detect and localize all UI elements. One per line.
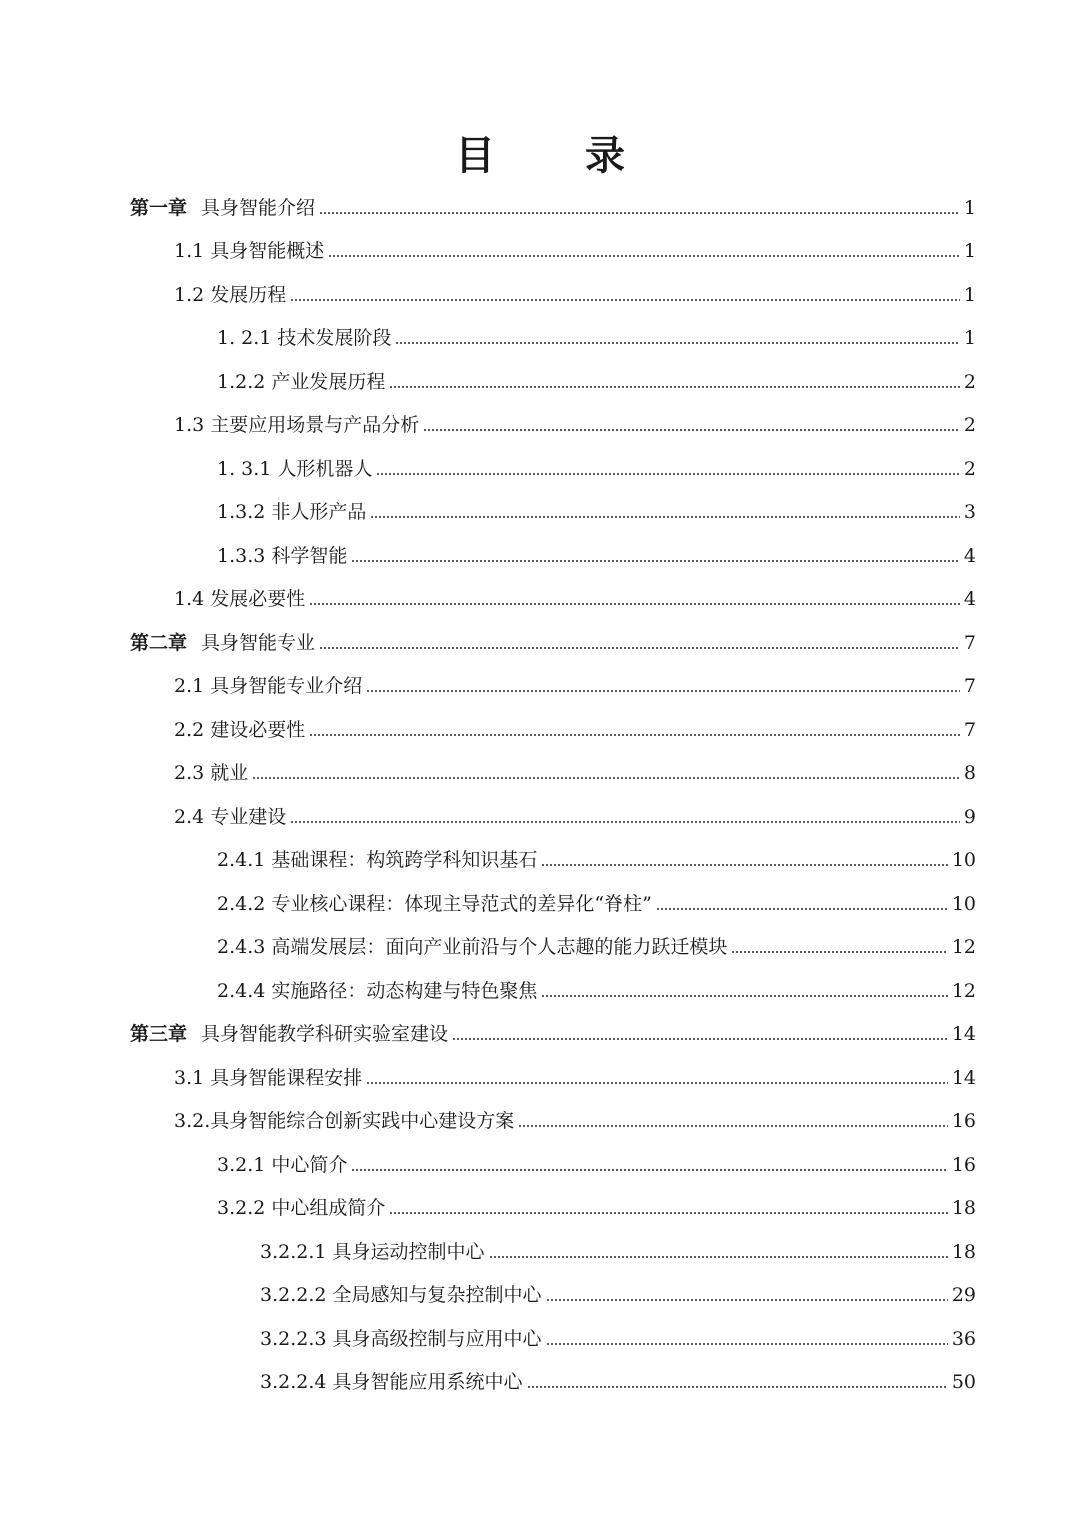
toc-entry-text: 具身智能专业	[201, 631, 316, 654]
toc-entry-text: 1.3.3 科学智能	[217, 544, 348, 567]
toc-entry-text: 具身智能介绍	[201, 196, 316, 219]
toc-dot-leader	[309, 734, 960, 736]
toc-entry-label	[130, 632, 315, 654]
toc-dot-leader	[518, 1125, 948, 1127]
toc-entry[interactable]	[0, 273, 1080, 317]
toc-entry[interactable]	[0, 708, 1080, 752]
toc-entry[interactable]	[0, 1187, 1080, 1231]
toc-list	[0, 186, 1080, 1404]
toc-entry[interactable]	[0, 665, 1080, 709]
toc-entry-label	[217, 893, 652, 915]
toc-entry-text: 2.3 就业	[174, 762, 249, 785]
toc-entry-text: 3.2.2.4 具身智能应用系统中心	[260, 1371, 523, 1394]
toc-entry-label	[217, 545, 347, 567]
toc-entry-text: 3.2.2.1 具身运动控制中心	[260, 1240, 485, 1263]
toc-entry-label	[260, 1328, 542, 1350]
toc-entry[interactable]	[0, 1100, 1080, 1144]
toc-entry-text: 1.3.2 非人形产品	[217, 501, 367, 524]
toc-dot-leader	[731, 951, 947, 953]
toc-entry-text: 1.1 具身智能概述	[174, 240, 325, 263]
toc-entry-label	[217, 371, 385, 393]
toc-entry-label	[174, 675, 362, 697]
toc-entry-label	[217, 1197, 385, 1219]
toc-entry-label	[217, 501, 366, 523]
toc-entry[interactable]	[0, 447, 1080, 491]
toc-entry-label	[174, 806, 286, 828]
toc-entry[interactable]	[0, 317, 1080, 361]
toc-entry[interactable]	[0, 839, 1080, 883]
toc-dot-leader	[389, 386, 960, 388]
toc-entry-text: 具身智能教学科研实验室建设	[201, 1023, 449, 1046]
toc-entry-text: 1.2 发展历程	[174, 283, 287, 306]
toc-dot-leader	[489, 1256, 948, 1258]
toc-entry-text: 1. 3.1 人形机器人	[217, 457, 373, 480]
toc-page-number: 8	[963, 762, 976, 785]
toc-entry[interactable]	[0, 1143, 1080, 1187]
toc-entry-text: 2.4 专业建设	[174, 805, 287, 828]
toc-dot-leader	[319, 212, 960, 214]
toc-entry-label	[130, 1023, 448, 1045]
toc-entry-text: 2.4.2 专业核心课程：体现主导范式的差异化“脊柱”	[217, 892, 652, 915]
toc-entry-text: 1.2.2 产业发展历程	[217, 370, 386, 393]
toc-entry[interactable]	[0, 752, 1080, 796]
toc-page-number: 3	[963, 501, 976, 524]
toc-dot-leader	[252, 777, 960, 779]
toc-dot-leader	[351, 560, 960, 562]
toc-entry-label	[217, 980, 537, 1002]
toc-entry[interactable]	[0, 1230, 1080, 1274]
toc-page-number: 7	[963, 718, 976, 741]
toc-entry[interactable]	[0, 882, 1080, 926]
toc-entry[interactable]	[0, 795, 1080, 839]
toc-entry-label	[174, 284, 286, 306]
toc-entry[interactable]	[0, 1274, 1080, 1318]
toc-entry-label	[174, 1067, 362, 1089]
toc-page-number: 10	[951, 892, 976, 915]
toc-dot-leader	[319, 647, 960, 649]
toc-page-number: 7	[963, 675, 976, 698]
toc-page-number: 36	[951, 1327, 976, 1350]
toc-page-number: 18	[951, 1197, 976, 1220]
toc-entry-label	[260, 1284, 542, 1306]
toc-page-number: 10	[951, 849, 976, 872]
toc-entry-text: 2.2 建设必要性	[174, 718, 306, 741]
toc-chapter-number: 第二章	[130, 631, 188, 654]
toc-entry[interactable]	[0, 360, 1080, 404]
toc-entry-label	[174, 414, 419, 436]
toc-entry-label	[260, 1241, 485, 1263]
toc-page-number: 50	[951, 1371, 976, 1394]
toc-entry-text: 3.2.具身智能综合创新实践中心建设方案	[174, 1110, 515, 1133]
toc-dot-leader	[366, 1082, 948, 1084]
toc-entry-text: 3.2.2.2 全局感知与复杂控制中心	[260, 1284, 542, 1307]
toc-page-number: 12	[951, 936, 976, 959]
toc-page-number: 16	[951, 1110, 976, 1133]
toc-page-number: 2	[963, 370, 976, 393]
toc-entry-text: 3.1 具身智能课程安排	[174, 1066, 363, 1089]
toc-entry-text: 2.4.1 基础课程：构筑跨学科知识基石	[217, 849, 538, 872]
toc-page-number: 14	[951, 1066, 976, 1089]
toc-page-number: 7	[963, 631, 976, 654]
toc-dot-leader	[290, 821, 960, 823]
toc-page-number: 29	[951, 1284, 976, 1307]
toc-dot-leader	[541, 864, 947, 866]
toc-entry[interactable]	[0, 1056, 1080, 1100]
toc-entry-text: 3.2.2 中心组成简介	[217, 1197, 386, 1220]
toc-entry-label	[174, 719, 305, 741]
toc-entry[interactable]	[0, 491, 1080, 535]
toc-dot-leader	[527, 1386, 948, 1388]
toc-page-number: 14	[951, 1023, 976, 1046]
toc-page-number: 1	[963, 196, 976, 219]
toc-entry-text: 1.3 主要应用场景与产品分析	[174, 414, 420, 437]
toc-chapter-entry[interactable]	[0, 186, 1080, 230]
toc-dot-leader	[376, 473, 959, 475]
toc-entry-label	[174, 240, 324, 262]
toc-entry[interactable]	[0, 969, 1080, 1013]
toc-page-number: 1	[963, 327, 976, 350]
toc-entry-label	[217, 1154, 347, 1176]
toc-dot-leader	[423, 429, 960, 431]
toc-chapter-number: 第三章	[130, 1023, 188, 1046]
toc-dot-leader	[351, 1169, 947, 1171]
toc-dot-leader	[309, 603, 960, 605]
toc-entry-label	[217, 936, 727, 958]
toc-chapter-entry[interactable]	[0, 1013, 1080, 1057]
toc-entry[interactable]	[0, 926, 1080, 970]
toc-page-number: 9	[963, 805, 976, 828]
toc-entry[interactable]	[0, 1361, 1080, 1405]
toc-entry-text: 2.4.4 实施路径：动态构建与特色聚焦	[217, 979, 538, 1002]
toc-page-number: 12	[951, 979, 976, 1002]
toc-entry-label	[217, 849, 537, 871]
toc-entry[interactable]	[0, 578, 1080, 622]
toc-entry-text: 3.2.1 中心简介	[217, 1153, 348, 1176]
toc-entry-label	[130, 197, 315, 219]
toc-entry-label	[174, 762, 248, 784]
toc-entry[interactable]	[0, 534, 1080, 578]
toc-page-number: 16	[951, 1153, 976, 1176]
toc-page-number: 4	[963, 588, 976, 611]
toc-entry[interactable]	[0, 1317, 1080, 1361]
toc-dot-leader	[370, 516, 960, 518]
toc-entry-text: 1. 2.1 技术发展阶段	[217, 327, 392, 350]
toc-entry-label	[217, 458, 372, 480]
toc-page-number: 1	[963, 283, 976, 306]
toc-page-number: 4	[963, 544, 976, 567]
toc-entry-label	[260, 1371, 523, 1393]
toc-dot-leader	[290, 299, 960, 301]
toc-entry-text: 2.4.3 高端发展层：面向产业前沿与个人志趣的能力跃迁模块	[217, 936, 728, 959]
toc-page-number: 18	[951, 1240, 976, 1263]
toc-dot-leader	[546, 1299, 948, 1301]
toc-dot-leader	[541, 995, 947, 997]
toc-entry-label	[174, 1110, 514, 1132]
toc-title: 目 录	[455, 133, 663, 179]
toc-entry-text: 3.2.2.3 具身高级控制与应用中心	[260, 1327, 542, 1350]
toc-page-number: 1	[963, 240, 976, 263]
toc-chapter-number: 第一章	[130, 196, 188, 219]
toc-entry-label	[174, 588, 305, 610]
toc-dot-leader	[546, 1343, 948, 1345]
toc-dot-leader	[452, 1038, 948, 1040]
toc-dot-leader	[366, 690, 960, 692]
toc-dot-leader	[395, 342, 959, 344]
toc-entry[interactable]	[0, 404, 1080, 448]
toc-page-number: 2	[963, 414, 976, 437]
toc-chapter-entry[interactable]	[0, 621, 1080, 665]
toc-entry-label	[217, 327, 391, 349]
toc-entry-text: 2.1 具身智能专业介绍	[174, 675, 363, 698]
toc-dot-leader	[389, 1212, 947, 1214]
toc-page-number: 2	[963, 457, 976, 480]
toc-dot-leader	[656, 908, 948, 910]
toc-entry[interactable]	[0, 230, 1080, 274]
toc-dot-leader	[328, 255, 960, 257]
toc-entry-text: 1.4 发展必要性	[174, 588, 306, 611]
